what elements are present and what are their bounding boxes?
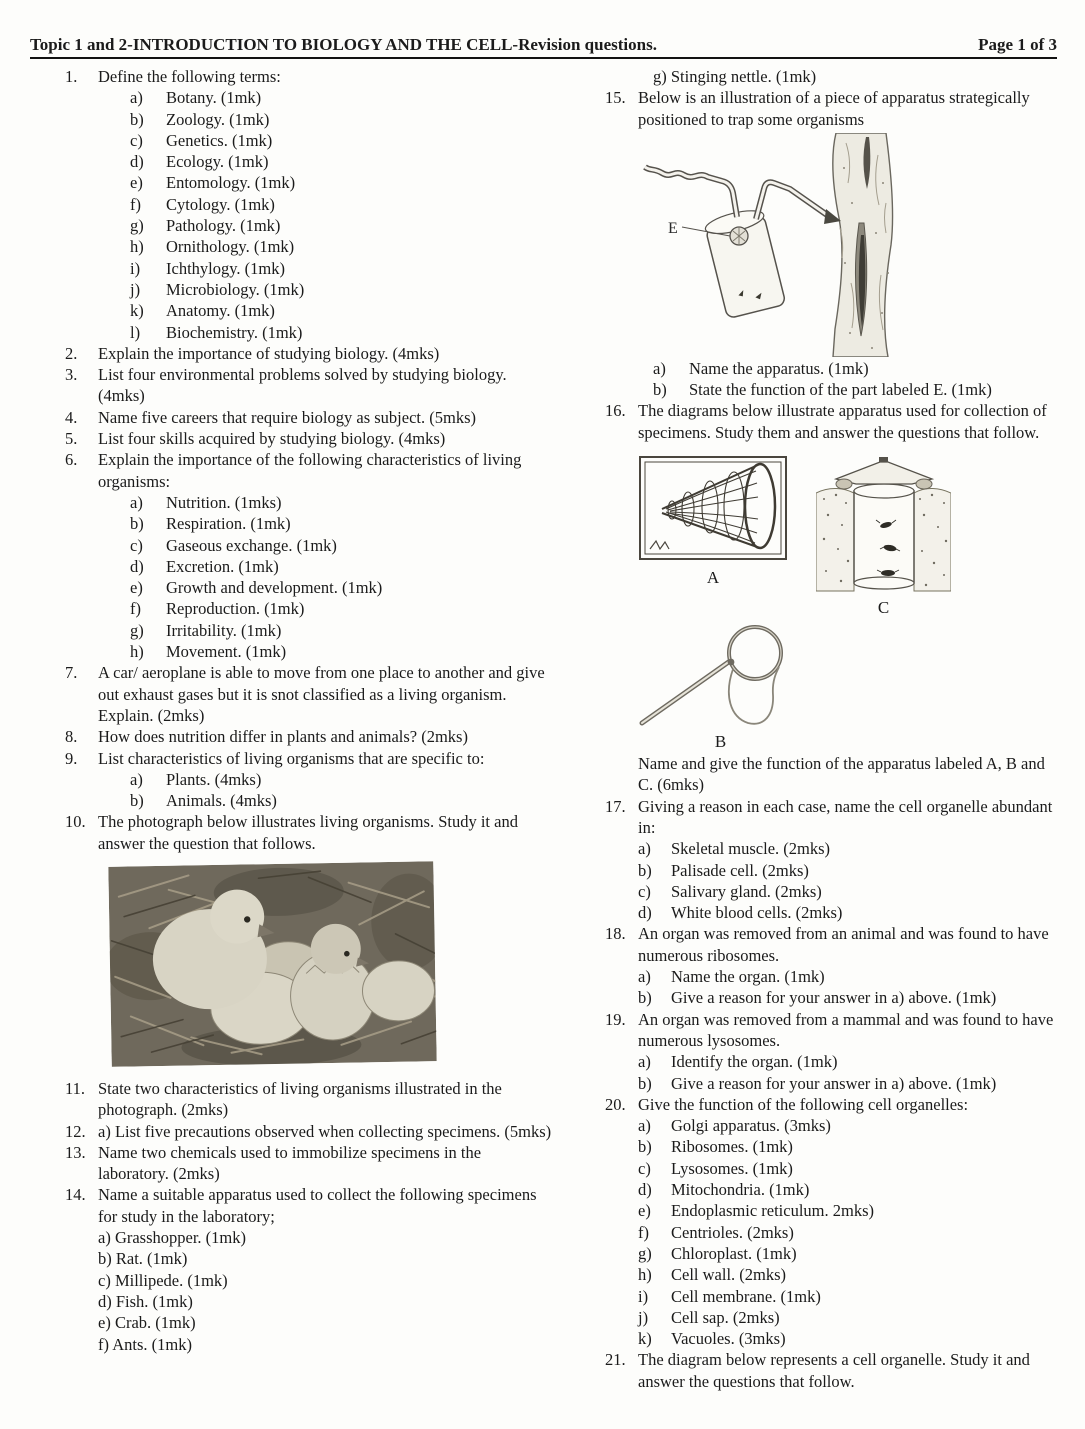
question-11 <box>65 1078 552 1121</box>
question-number: 3. <box>65 365 78 385</box>
pitfall-trap-figure <box>816 449 951 619</box>
subitem-label: e) <box>638 1201 651 1221</box>
sweep-net-figure <box>638 621 803 753</box>
subitem-label: d) <box>638 903 652 923</box>
subitem-text: Ecology. (1mk) <box>166 152 269 172</box>
subitem <box>638 1051 1057 1072</box>
question-20 <box>605 1094 1057 1350</box>
subitem <box>638 1264 1057 1285</box>
question-text: Name a suitable apparatus used to collect the following specimens for study in the laboratory; <box>98 1185 537 1226</box>
subitem-text: Skeletal muscle. (2mks) <box>671 839 831 859</box>
subitem <box>130 151 552 172</box>
question-number: 9. <box>65 748 78 768</box>
subitem: f) Ants. (1mk) <box>98 1334 192 1354</box>
subitem-text: Movement. (1mk) <box>166 642 287 662</box>
subitem <box>130 556 552 577</box>
question-15 <box>605 87 1057 400</box>
subitem <box>638 1158 1057 1179</box>
question-number: 1. <box>65 67 78 86</box>
subitem <box>638 1328 1057 1349</box>
question-19 <box>605 1009 1057 1094</box>
question-text: Explain the importance of studying biology. (4mks) <box>98 343 440 363</box>
subitem-text: Excretion. (1mk) <box>166 556 279 576</box>
question-17 <box>605 796 1057 924</box>
subitem-label: g) <box>638 1243 652 1263</box>
question-18 <box>605 923 1057 1008</box>
question-13 <box>65 1142 552 1185</box>
question-number: 19. <box>605 1009 626 1029</box>
subitem-text: Irritability. (1mk) <box>166 620 282 640</box>
subitem-text: Gaseous exchange. (1mk) <box>166 535 337 555</box>
subitem-label: c) <box>638 881 651 901</box>
question-12 <box>65 1121 552 1142</box>
subitem <box>130 535 552 556</box>
subitem-label: d) <box>638 1180 652 1200</box>
subitem-label: a) <box>130 769 143 789</box>
subitem-label: a) <box>653 358 666 378</box>
question-5 <box>65 428 552 449</box>
question-3 <box>65 364 552 407</box>
question-number: 4. <box>65 407 78 427</box>
gauze-filter <box>730 227 748 245</box>
subitem-label: b) <box>653 380 667 400</box>
subitem-label: l) <box>130 322 141 342</box>
question-7 <box>65 662 552 726</box>
subitem-label: a) <box>638 839 651 859</box>
subitem-text: Biochemistry. (1mk) <box>166 322 303 342</box>
subitem <box>130 790 552 811</box>
subitem-text: Anatomy. (1mk) <box>166 301 275 321</box>
subitem-label: f) <box>130 599 141 619</box>
question-14-continuation: g) Stinging nettle. (1mk) <box>653 67 817 86</box>
subitem-label: e) <box>130 578 143 598</box>
question-text: List four skills acquired by studying biology. (4mks) <box>98 429 446 449</box>
subitem <box>130 641 552 662</box>
subitem <box>653 358 1057 379</box>
question-number: 10. <box>65 812 86 832</box>
question-number: 14. <box>65 1185 86 1205</box>
subitem-text: Reproduction. (1mk) <box>166 599 305 619</box>
subitem-text: Name the apparatus. (1mk) <box>689 358 869 378</box>
subitem-label: a) <box>638 1052 651 1072</box>
subitem-label: i) <box>638 1286 649 1306</box>
subitem-text: Pathology. (1mk) <box>166 216 281 236</box>
subitem-text: Zoology. (1mk) <box>166 109 270 129</box>
subitem <box>130 130 552 151</box>
subitem-text: Chloroplast. (1mk) <box>671 1243 797 1263</box>
subitem-text: Salivary gland. (2mks) <box>671 881 822 901</box>
question-text: List characteristics of living organisms that are specific to: <box>98 748 485 768</box>
subitem-label: h) <box>130 642 144 662</box>
question-text: Give the function of the following cell organelles: <box>638 1094 969 1114</box>
subitem-text: Cell sap. (2mks) <box>671 1307 780 1327</box>
subitem-label: b) <box>638 988 652 1008</box>
question-number: 12. <box>65 1121 86 1141</box>
question-text: a) List five precautions observed when collecting specimens. (5mks) <box>98 1121 552 1141</box>
question-text: Explain the importance of the following characteristics of living organisms: <box>98 450 522 491</box>
question-text: Define the following terms: <box>98 67 281 86</box>
figure-label-e: E <box>668 219 678 237</box>
subitem-text: Vacuoles. (3mks) <box>671 1329 786 1349</box>
subitem-text: Cytology. (1mk) <box>166 194 275 214</box>
question-number: 5. <box>65 429 78 449</box>
subitem <box>130 87 552 108</box>
subitem-label: b) <box>638 1137 652 1157</box>
question-14 <box>65 1184 552 1354</box>
subitem-label: g) <box>130 620 144 640</box>
left-column <box>65 66 552 1392</box>
subitem <box>130 492 552 513</box>
raised-lid <box>836 457 932 489</box>
right-column <box>605 66 1057 1392</box>
subitem-label: a) <box>130 88 143 108</box>
subitem <box>130 279 552 300</box>
subitem-text: Cell membrane. (1mk) <box>671 1286 821 1306</box>
question-number: 18. <box>605 924 626 944</box>
subitem-text: Give a reason for your answer in a) above. (1mk) <box>671 1073 997 1093</box>
question-number: 6. <box>65 450 78 470</box>
subitem-label: g) <box>130 216 144 236</box>
question-8 <box>65 726 552 747</box>
subitem <box>130 769 552 790</box>
subitem-label: c) <box>130 130 143 150</box>
subitem <box>130 577 552 598</box>
collecting-jar <box>703 206 786 319</box>
page-header <box>30 34 1057 59</box>
question-text: Name five careers that require biology as subject. (5mks) <box>98 407 476 427</box>
subitem-text: Ribosomes. (1mk) <box>671 1137 793 1157</box>
subitem-text: Entomology. (1mk) <box>166 173 296 193</box>
subitem-text: Endoplasmic reticulum. 2mks) <box>671 1201 875 1221</box>
subitem-text: Golgi apparatus. (3mks) <box>671 1116 831 1136</box>
subitem <box>130 258 552 279</box>
subitem-label: b) <box>130 514 144 534</box>
subitem-label: b) <box>638 1073 652 1093</box>
subitem-label: c) <box>130 535 143 555</box>
subitem-text: Nutrition. (1mks) <box>166 492 282 512</box>
question-number: 17. <box>605 796 626 816</box>
subitem-label: e) <box>130 173 143 193</box>
subitem-label: a) <box>130 492 143 512</box>
subitem <box>638 1200 1057 1221</box>
subitem-text: Ichthylogy. (1mk) <box>166 258 285 278</box>
subitem-label: f) <box>130 194 141 214</box>
subitem <box>638 1073 1057 1094</box>
subitem <box>653 379 1057 400</box>
subitem: b) Rat. (1mk) <box>98 1249 188 1269</box>
subitem-text: Growth and development. (1mk) <box>166 578 383 598</box>
subitem-label: a) <box>638 967 651 987</box>
question-text: State two characteristics of living organisms illustrated in the photograph. (2mks) <box>98 1078 502 1120</box>
subitem-text: White blood cells. (2mks) <box>671 903 843 923</box>
two-column-body <box>65 66 1057 1392</box>
question-text: An organ was removed from an animal and was found to have numerous ribosomes. <box>638 924 1049 965</box>
figure-label-a: A <box>706 568 720 588</box>
question-number: 7. <box>65 663 78 683</box>
subitem <box>638 966 1057 987</box>
question-text: A car/ aeroplane is able to move from one place to another and give out exhaust gases but it is snot classified as a living organism. Explain. (2mks) <box>98 663 545 725</box>
subitem-label: h) <box>130 237 144 257</box>
subitem <box>638 1222 1057 1243</box>
subitem-text: Botany. (1mk) <box>166 88 262 108</box>
figure-label-c: C <box>877 598 890 618</box>
subitem <box>130 322 552 343</box>
question-text: The photograph below illustrates living organisms. Study it and answer the question that follows. <box>98 812 518 853</box>
subitem <box>638 1286 1057 1307</box>
subitem-text: Name the organ. (1mk) <box>671 967 825 987</box>
question-2 <box>65 343 552 364</box>
question-10 <box>65 811 552 1078</box>
question-text: Name two chemicals used to immobilize specimens in the laboratory. (2mks) <box>98 1142 482 1184</box>
pooter-trap-figure <box>640 133 1057 357</box>
subitem <box>638 1179 1057 1200</box>
subitem-label: f) <box>638 1222 649 1242</box>
subitem: c) Millipede. (1mk) <box>98 1270 228 1290</box>
subitem-label: h) <box>638 1265 652 1285</box>
subitem <box>130 620 552 641</box>
subitem <box>130 598 552 619</box>
subitem <box>638 838 1057 859</box>
subitem <box>130 513 552 534</box>
subitem-label: a) <box>638 1116 651 1136</box>
subitem <box>638 902 1057 923</box>
question-number: 20. <box>605 1094 626 1114</box>
question-number: 13. <box>65 1142 86 1162</box>
question-text: An organ was removed from a mammal and was found to have numerous lysosomes. <box>638 1009 1054 1050</box>
subitem: e) Crab. (1mk) <box>98 1313 196 1333</box>
question-6 <box>65 449 552 662</box>
cone-net-figure <box>638 449 788 619</box>
subitem: a) Grasshopper. (1mk) <box>98 1228 247 1248</box>
subitem <box>130 194 552 215</box>
subitem-label: j) <box>130 279 141 299</box>
question-text: The diagrams below illustrate apparatus used for collection of specimens. Study them and answer the questions that follow. <box>638 401 1047 442</box>
question-16 <box>605 400 1057 795</box>
tree-trunk <box>833 133 893 357</box>
question-number: 21. <box>605 1350 626 1370</box>
subitem-text: Respiration. (1mk) <box>166 514 291 534</box>
subitem-text: Give a reason for your answer in a) above. (1mk) <box>671 988 997 1008</box>
figure-label-b: B <box>714 732 727 752</box>
question-number: 16. <box>605 401 626 421</box>
subitem <box>638 987 1057 1008</box>
subitem-label: d) <box>130 556 144 576</box>
subitem <box>638 1136 1057 1157</box>
subitem-label: b) <box>638 860 652 880</box>
subitem <box>638 1115 1057 1136</box>
subitem-text: Mitochondria. (1mk) <box>671 1180 810 1200</box>
subitem-label: i) <box>130 258 141 278</box>
question-text: The diagram below represents a cell organelle. Study it and answer the questions that follow. <box>638 1350 1030 1391</box>
subitem-label: b) <box>130 791 144 811</box>
subitem-text: State the function of the part labeled E. (1mk) <box>689 380 992 400</box>
question-9 <box>65 748 552 812</box>
subitem-text: Genetics. (1mk) <box>166 130 273 150</box>
subitem: d) Fish. (1mk) <box>98 1291 193 1311</box>
suction-tube <box>756 182 841 224</box>
subitem-label: c) <box>638 1158 651 1178</box>
subitem-text: Ornithology. (1mk) <box>166 237 295 257</box>
question-4 <box>65 407 552 428</box>
subitem-text: Animals. (4mks) <box>166 791 277 811</box>
question-16-tail-text: Name and give the function of the apparatus labeled A, B and C. (6mks) <box>638 754 1045 795</box>
subitem-label: k) <box>130 301 144 321</box>
subitem-text: Centrioles. (2mks) <box>671 1222 794 1242</box>
subitem-text: Cell wall. (2mks) <box>671 1265 787 1285</box>
subitem-label: d) <box>130 152 144 172</box>
subitem <box>130 172 552 193</box>
net-handle <box>642 661 730 723</box>
subitem <box>638 860 1057 881</box>
question-number: 8. <box>65 727 78 747</box>
subitem <box>130 109 552 130</box>
subitem <box>638 1307 1057 1328</box>
question-1 <box>65 66 552 343</box>
subitem <box>130 236 552 257</box>
document-title: Topic 1 and 2-INTRODUCTION TO BIOLOGY AND THE CELL-Revision questions. <box>30 35 657 54</box>
question-number: 2. <box>65 343 78 363</box>
net-mesh <box>666 471 758 543</box>
subitem-text: Microbiology. (1mk) <box>166 279 305 299</box>
subitem-text: Identify the organ. (1mk) <box>671 1052 838 1072</box>
question-21 <box>605 1349 1057 1392</box>
subitem-label: j) <box>638 1307 649 1327</box>
subitem <box>130 300 552 321</box>
subitem-text: Plants. (4mks) <box>166 769 262 789</box>
subitem <box>638 881 1057 902</box>
subitem <box>638 1243 1057 1264</box>
subitem-text: Lysosomes. (1mk) <box>671 1158 793 1178</box>
question-text: List four environmental problems solved by studying biology. (4mks) <box>98 365 507 406</box>
question-text: How does nutrition differ in plants and animals? (2mks) <box>98 727 468 747</box>
question-number: 15. <box>605 88 626 108</box>
question-text: Giving a reason in each case, name the cell organelle abundant in: <box>638 796 1053 837</box>
subitem-label: k) <box>638 1329 652 1349</box>
page-number: Page 1 of 3 <box>978 35 1057 54</box>
chicks-and-eggs-photo <box>108 859 553 1067</box>
subitem-text: Palisade cell. (2mks) <box>671 860 809 880</box>
subitem-label: b) <box>130 109 144 129</box>
question-number: 11. <box>65 1078 86 1098</box>
mouthpiece-tube <box>645 167 737 217</box>
subitem <box>130 215 552 236</box>
question-text: Below is an illustration of a piece of apparatus strategically positioned to trap some organisms <box>638 88 1030 129</box>
